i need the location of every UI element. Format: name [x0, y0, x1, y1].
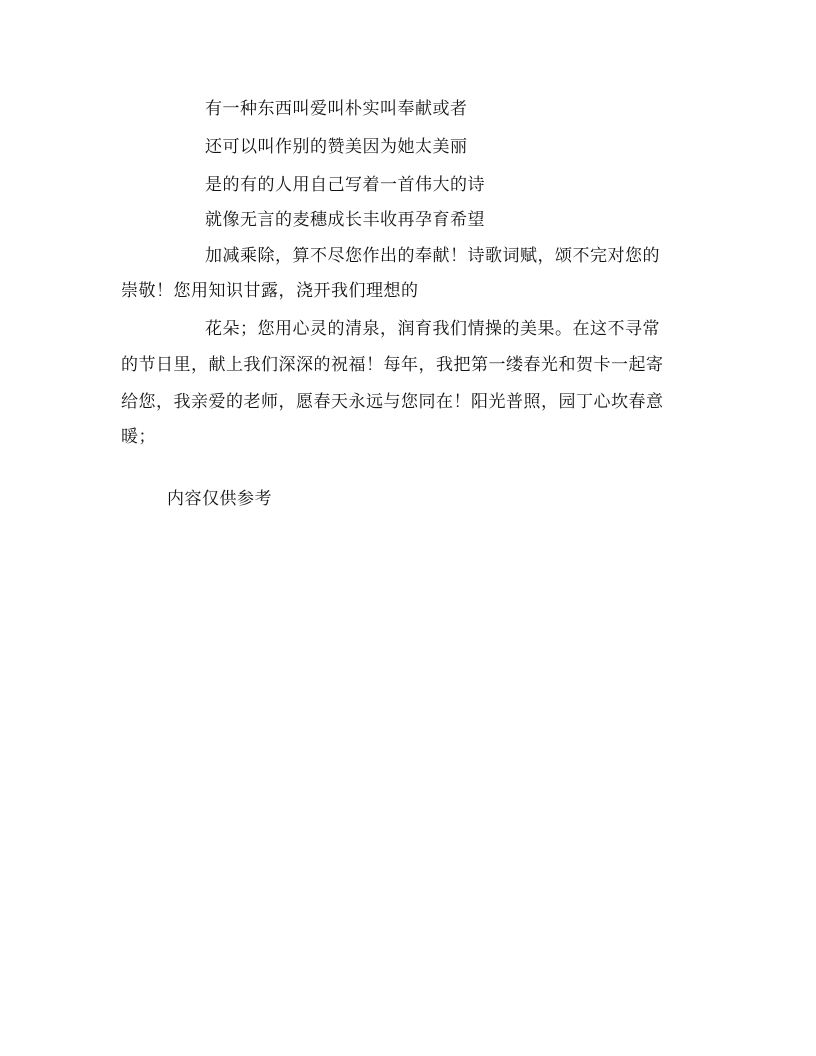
- poem-line-3: 是的有的人用自己写着一首伟大的诗: [205, 175, 485, 195]
- paragraph-1-line-1: 加减乘除，算不尽您作出的奉献！诗歌词赋，颂不完对您的: [205, 246, 660, 266]
- paragraph-2-line-4: 暖；: [121, 427, 156, 447]
- paragraph-2-line-2: 的节日里，献上我们深深的祝福！每年，我把第一缕春光和贺卡一起寄: [121, 355, 664, 375]
- paragraph-1-line-2: 崇敬！您用知识甘露，浇开我们理想的: [121, 281, 419, 301]
- footer-note: 内容仅供参考: [167, 489, 272, 509]
- poem-line-4: 就像无言的麦穗成长丰收再孕育希望: [205, 210, 485, 230]
- poem-line-2: 还可以叫作别的赞美因为她太美丽: [205, 137, 468, 157]
- poem-line-1: 有一种东西叫爱叫朴实叫奉献或者: [205, 99, 468, 119]
- paragraph-2-line-1: 花朵；您用心灵的清泉，润育我们情操的美果。在这不寻常: [205, 319, 660, 339]
- paragraph-2-line-3: 给您，我亲爱的老师，愿春天永远与您同在！阳光普照，园丁心坎春意: [121, 392, 664, 412]
